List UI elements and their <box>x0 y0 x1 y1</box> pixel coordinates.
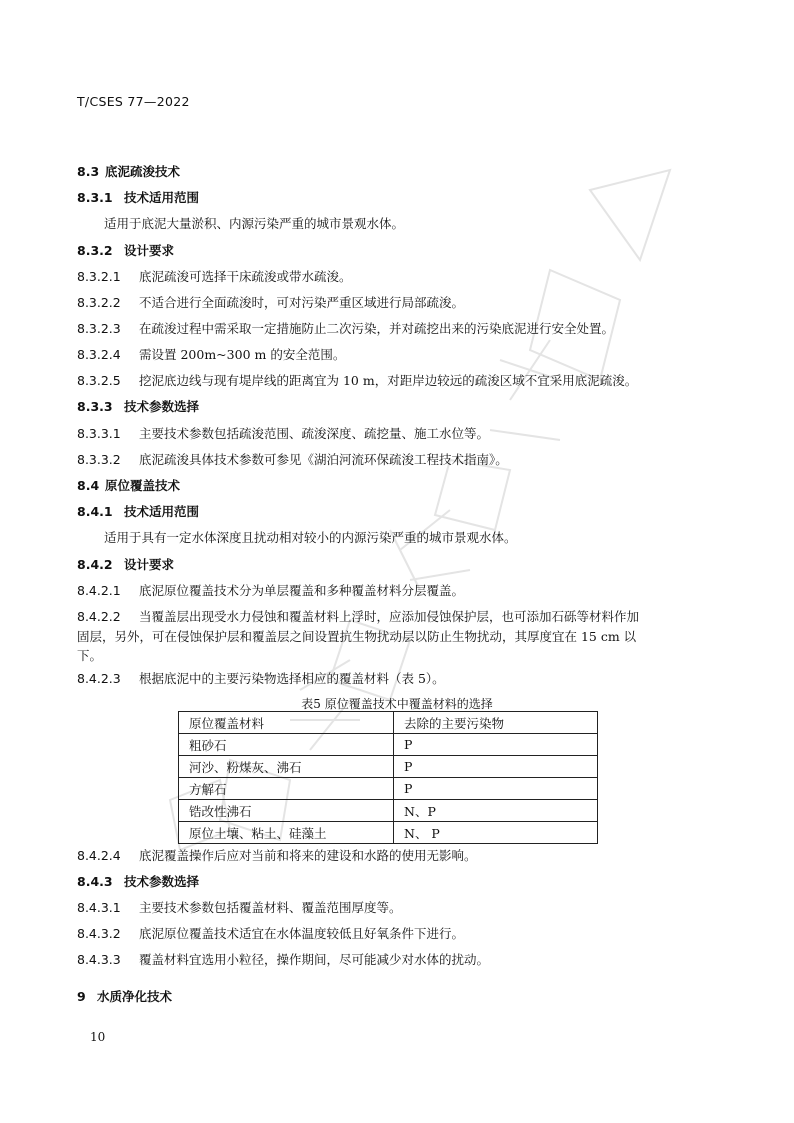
clause-text: 需设置 200m~300 m 的安全范围。 <box>139 347 346 362</box>
material-cell: 河沙、粉煤灰、沸石 <box>179 756 394 778</box>
clause-8-3-2-4 <box>77 345 345 363</box>
section-9-heading <box>77 987 172 1005</box>
material-cell: 粗砂石 <box>179 734 394 756</box>
section-8-4-2-heading <box>77 555 174 573</box>
clause-text: 根据底泥中的主要污染物选择相应的覆盖材料（表 5）。 <box>139 671 445 686</box>
clause-number: 8.3.2.1 <box>77 269 121 284</box>
clause-number: 8.3.2.4 <box>77 347 121 362</box>
section-8-4-heading <box>77 476 180 494</box>
section-title: 设计要求 <box>124 243 175 258</box>
section-title: 技术适用范围 <box>124 504 200 519</box>
clause-text: 当覆盖层出现受水力侵蚀和覆盖材料上浮时，应添加侵蚀保护层，也可添加石砾等材料作加 <box>139 609 640 624</box>
clause-number: 8.3.2.2 <box>77 295 121 310</box>
paragraph: 适用于底泥大量淤积、内源污染严重的城市景观水体。 <box>104 216 405 231</box>
clause-text: 底泥疏浚可选择干床疏浚或带水疏浚。 <box>139 269 352 284</box>
clause-text: 底泥原位覆盖技术分为单层覆盖和多种覆盖材料分层覆盖。 <box>139 583 465 598</box>
section-title: 原位覆盖技术 <box>105 478 181 493</box>
section-title: 设计要求 <box>124 557 175 572</box>
section-number: 8.3.2 <box>77 243 113 258</box>
clause-text: 在疏浚过程中需采取一定措施防止二次污染，并对疏挖出来的污染底泥进行安全处置。 <box>139 321 615 336</box>
document-code-header: T/CSES 77—2022 <box>77 94 190 109</box>
section-title: 技术适用范围 <box>124 190 200 205</box>
section-8-4-3-heading <box>77 872 199 890</box>
table-row <box>179 822 598 844</box>
clause-number: 8.3.3.1 <box>77 426 121 441</box>
clause-number: 8.4.3.3 <box>77 952 121 967</box>
section-number: 8.4.1 <box>77 504 113 519</box>
clause-text: 挖泥底边线与现有堤岸线的距离宜为 10 m，对距岸边较远的疏浚区域不宜采用底泥疏浚。 <box>139 373 638 388</box>
table-row <box>179 756 598 778</box>
table-caption: 表5 原位覆盖技术中覆盖材料的选择 <box>301 697 493 711</box>
section-title: 技术参数选择 <box>124 399 200 414</box>
page-number: 10 <box>90 1030 106 1044</box>
clause-8-3-2-3 <box>77 319 614 337</box>
section-8-3-2-heading <box>77 241 174 259</box>
clause-number: 8.4.2.4 <box>77 848 121 863</box>
material-cell: 原位土壤、粘土、硅藻土 <box>179 822 394 844</box>
clause-8-4-3-2 <box>77 924 464 942</box>
material-cell: 方解石 <box>179 778 394 800</box>
table-row <box>179 734 598 756</box>
clause-number: 8.4.2.3 <box>77 671 121 686</box>
section-number: 8.4.2 <box>77 557 113 572</box>
section-number: 9 <box>77 989 86 1004</box>
clause-8-4-2-3 <box>77 669 445 687</box>
pollutant-cell: P <box>394 756 598 778</box>
section-number: 8.4 <box>77 478 100 493</box>
clause-text: 底泥覆盖操作后应对当前和将来的建设和水路的使用无影响。 <box>139 848 477 863</box>
pollutant-cell: P <box>394 734 598 756</box>
clause-8-4-2-2 <box>77 607 639 625</box>
clause-text: 底泥原位覆盖技术适宜在水体温度较低且好氧条件下进行。 <box>139 926 465 941</box>
covering-materials-table <box>178 711 598 844</box>
clause-text: 主要技术参数包括覆盖材料、覆盖范围厚度等。 <box>139 900 402 915</box>
clause-text: 覆盖材料宜选用小粒径，操作期间，尽可能减少对水体的扰动。 <box>139 952 490 967</box>
section-8-4-1-heading <box>77 502 199 520</box>
section-title: 底泥疏浚技术 <box>105 164 181 179</box>
table-header-row <box>179 712 598 734</box>
section-8-3-3-heading <box>77 397 199 415</box>
clause-8-4-2-4 <box>77 846 477 864</box>
paragraph: 适用于具有一定水体深度且扰动相对较小的内源污染严重的城市景观水体。 <box>104 530 517 545</box>
clause-number: 8.3.2.3 <box>77 321 121 336</box>
clause-text: 不适合进行全面疏浚时，可对污染严重区域进行局部疏浚。 <box>139 295 465 310</box>
pollutant-cell: P <box>394 778 598 800</box>
clause-8-3-2-2 <box>77 293 464 311</box>
clause-8-3-2-5 <box>77 371 637 389</box>
clause-number: 8.3.2.5 <box>77 373 121 388</box>
section-8-3-heading <box>77 162 180 180</box>
section-8-3-1-heading <box>77 188 199 206</box>
section-number: 8.3.3 <box>77 399 113 414</box>
table-row <box>179 800 598 822</box>
clause-8-4-3-3 <box>77 950 489 968</box>
table-row <box>179 778 598 800</box>
clause-8-3-3-2 <box>77 450 508 468</box>
column-header: 去除的主要污染物 <box>394 712 598 734</box>
pollutant-cell: N、 P <box>394 822 598 844</box>
section-title: 技术参数选择 <box>124 874 200 889</box>
clause-number: 8.3.3.2 <box>77 452 121 467</box>
clause-number: 8.4.3.2 <box>77 926 121 941</box>
pollutant-cell: N、P <box>394 800 598 822</box>
clause-number: 8.4.2.1 <box>77 583 121 598</box>
section-number: 8.3 <box>77 164 100 179</box>
section-number: 8.4.3 <box>77 874 113 889</box>
clause-text: 主要技术参数包括疏浚范围、疏浚深度、疏挖量、施工水位等。 <box>139 426 490 441</box>
clause-8-3-2-1 <box>77 267 352 285</box>
clause-8-4-2-2-continued: 固层，另外，可在侵蚀保护层和覆盖层之间设置抗生物扰动层以防止生物扰动，其厚度宜在 15 cm 以 <box>77 629 637 644</box>
clause-number: 8.4.3.1 <box>77 900 121 915</box>
column-header: 原位覆盖材料 <box>179 712 394 734</box>
clause-number: 8.4.2.2 <box>77 609 121 624</box>
clause-text: 底泥疏浚具体技术参数可参见《湖泊河流环保疏浚工程技术指南》。 <box>139 452 508 467</box>
section-title: 水质净化技术 <box>97 989 173 1004</box>
clause-8-4-3-1 <box>77 898 402 916</box>
clause-8-4-2-1 <box>77 581 464 599</box>
section-number: 8.3.1 <box>77 190 113 205</box>
material-cell: 锆改性沸石 <box>179 800 394 822</box>
clause-8-3-3-1 <box>77 424 489 442</box>
clause-8-4-2-2-end: 下。 <box>77 648 103 663</box>
